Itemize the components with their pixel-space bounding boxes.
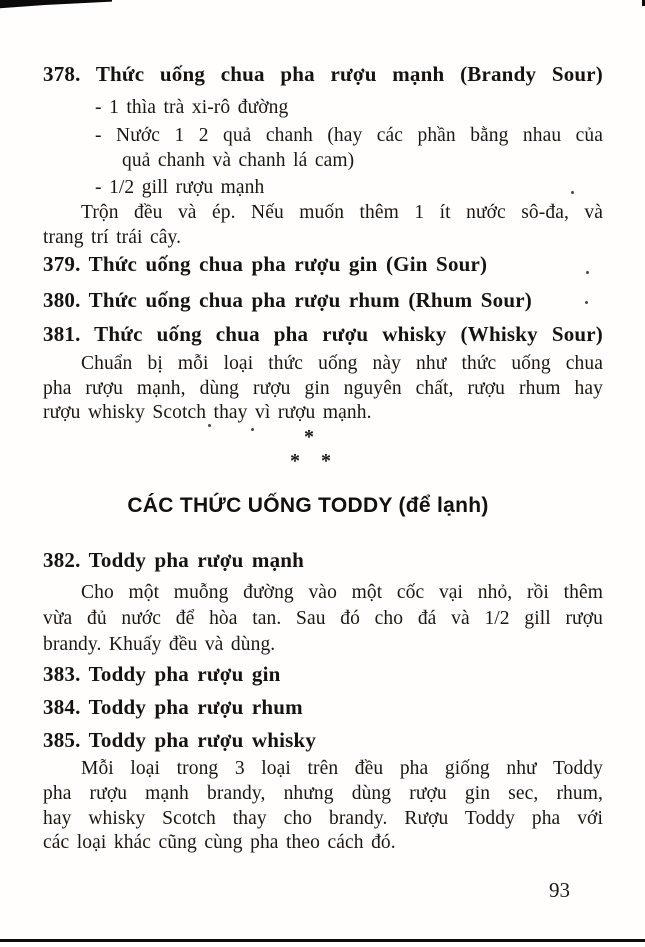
scan-artifact-top-left-wedge <box>0 0 112 9</box>
entry-380-heading: 380. Thức uống chua pha rượu rhum (Rhum Sour) <box>43 288 532 312</box>
page-number: 93 <box>549 878 570 902</box>
entry-378-heading: 378. Thức uống chua pha rượu mạnh (Brandy Sour) <box>43 62 603 86</box>
scan-artifact-bottom-rule <box>0 939 645 942</box>
scan-speck <box>251 428 254 431</box>
entry-381-body-line-1: Chuẩn bị mỗi loại thức uống này như thức uống chua <box>81 353 603 374</box>
entry-381-body-line-3: rượu whisky Scotch thay vì rượu mạnh. <box>43 402 372 423</box>
entry-378-ingredient-2: - Nước 1 2 quả chanh (hay các phần bằng nhau của <box>95 125 603 146</box>
section-header-toddy: CÁC THỨC UỐNG TODDY (để lạnh) <box>127 494 489 517</box>
entry-383-heading: 383. Toddy pha rượu gin <box>43 662 281 686</box>
entry-382-heading: 382. Toddy pha rượu mạnh <box>43 548 305 572</box>
entry-381-heading: 381. Thức uống chua pha rượu whisky (Whisky Sour) <box>43 322 603 346</box>
entry-378-ingredient-2-cont: quả chanh và chanh lá cam) <box>122 150 355 171</box>
entry-378-body-line-2: trang trí trái cây. <box>43 227 182 248</box>
entry-382-body-line-3: brandy. Khuấy đều và dùng. <box>43 634 276 655</box>
entry-382-body-line-2: vừa đủ nước để hòa tan. Sau đó cho đá và 1/2 gill rượu <box>43 608 603 629</box>
entry-382-body-line-1: Cho một muỗng đường vào một cốc vại nhỏ, rồi thêm <box>81 582 603 603</box>
entry-385-body-line-2: pha rượu mạnh brandy, nhưng dùng rượu gin sec, rhum, <box>43 783 603 804</box>
star-divider-top: * <box>304 426 314 448</box>
entry-379-heading: 379. Thức uống chua pha rượu gin (Gin Sour) <box>43 252 488 276</box>
entry-381-body-line-2: pha rượu mạnh, dùng rượu gin nguyên chất, rượu rhum hay <box>43 378 603 399</box>
entry-385-body-line-1: Mỗi loại trong 3 loại trên đều pha giống như Toddy <box>81 758 603 779</box>
entry-378-ingredient-1: - 1 thìa trà xi-rô đường <box>95 97 289 118</box>
entry-384-heading: 384. Toddy pha rượu rhum <box>43 695 303 719</box>
entry-385-body-line-4: các loại khác cũng cùng pha theo cách đó. <box>43 832 396 853</box>
entry-378-body-line-1: Trộn đều và ép. Nếu muốn thêm 1 ít nước sô-đa, và <box>81 202 603 223</box>
entry-385-heading: 385. Toddy pha rượu whisky <box>43 728 317 752</box>
star-divider-bottom: * * <box>290 450 331 472</box>
entry-385-body-line-3: hay whisky Scotch thay cho brandy. Rượu Toddy pha với <box>43 808 603 829</box>
entry-378-ingredient-3: - 1/2 gill rượu mạnh <box>95 177 265 198</box>
